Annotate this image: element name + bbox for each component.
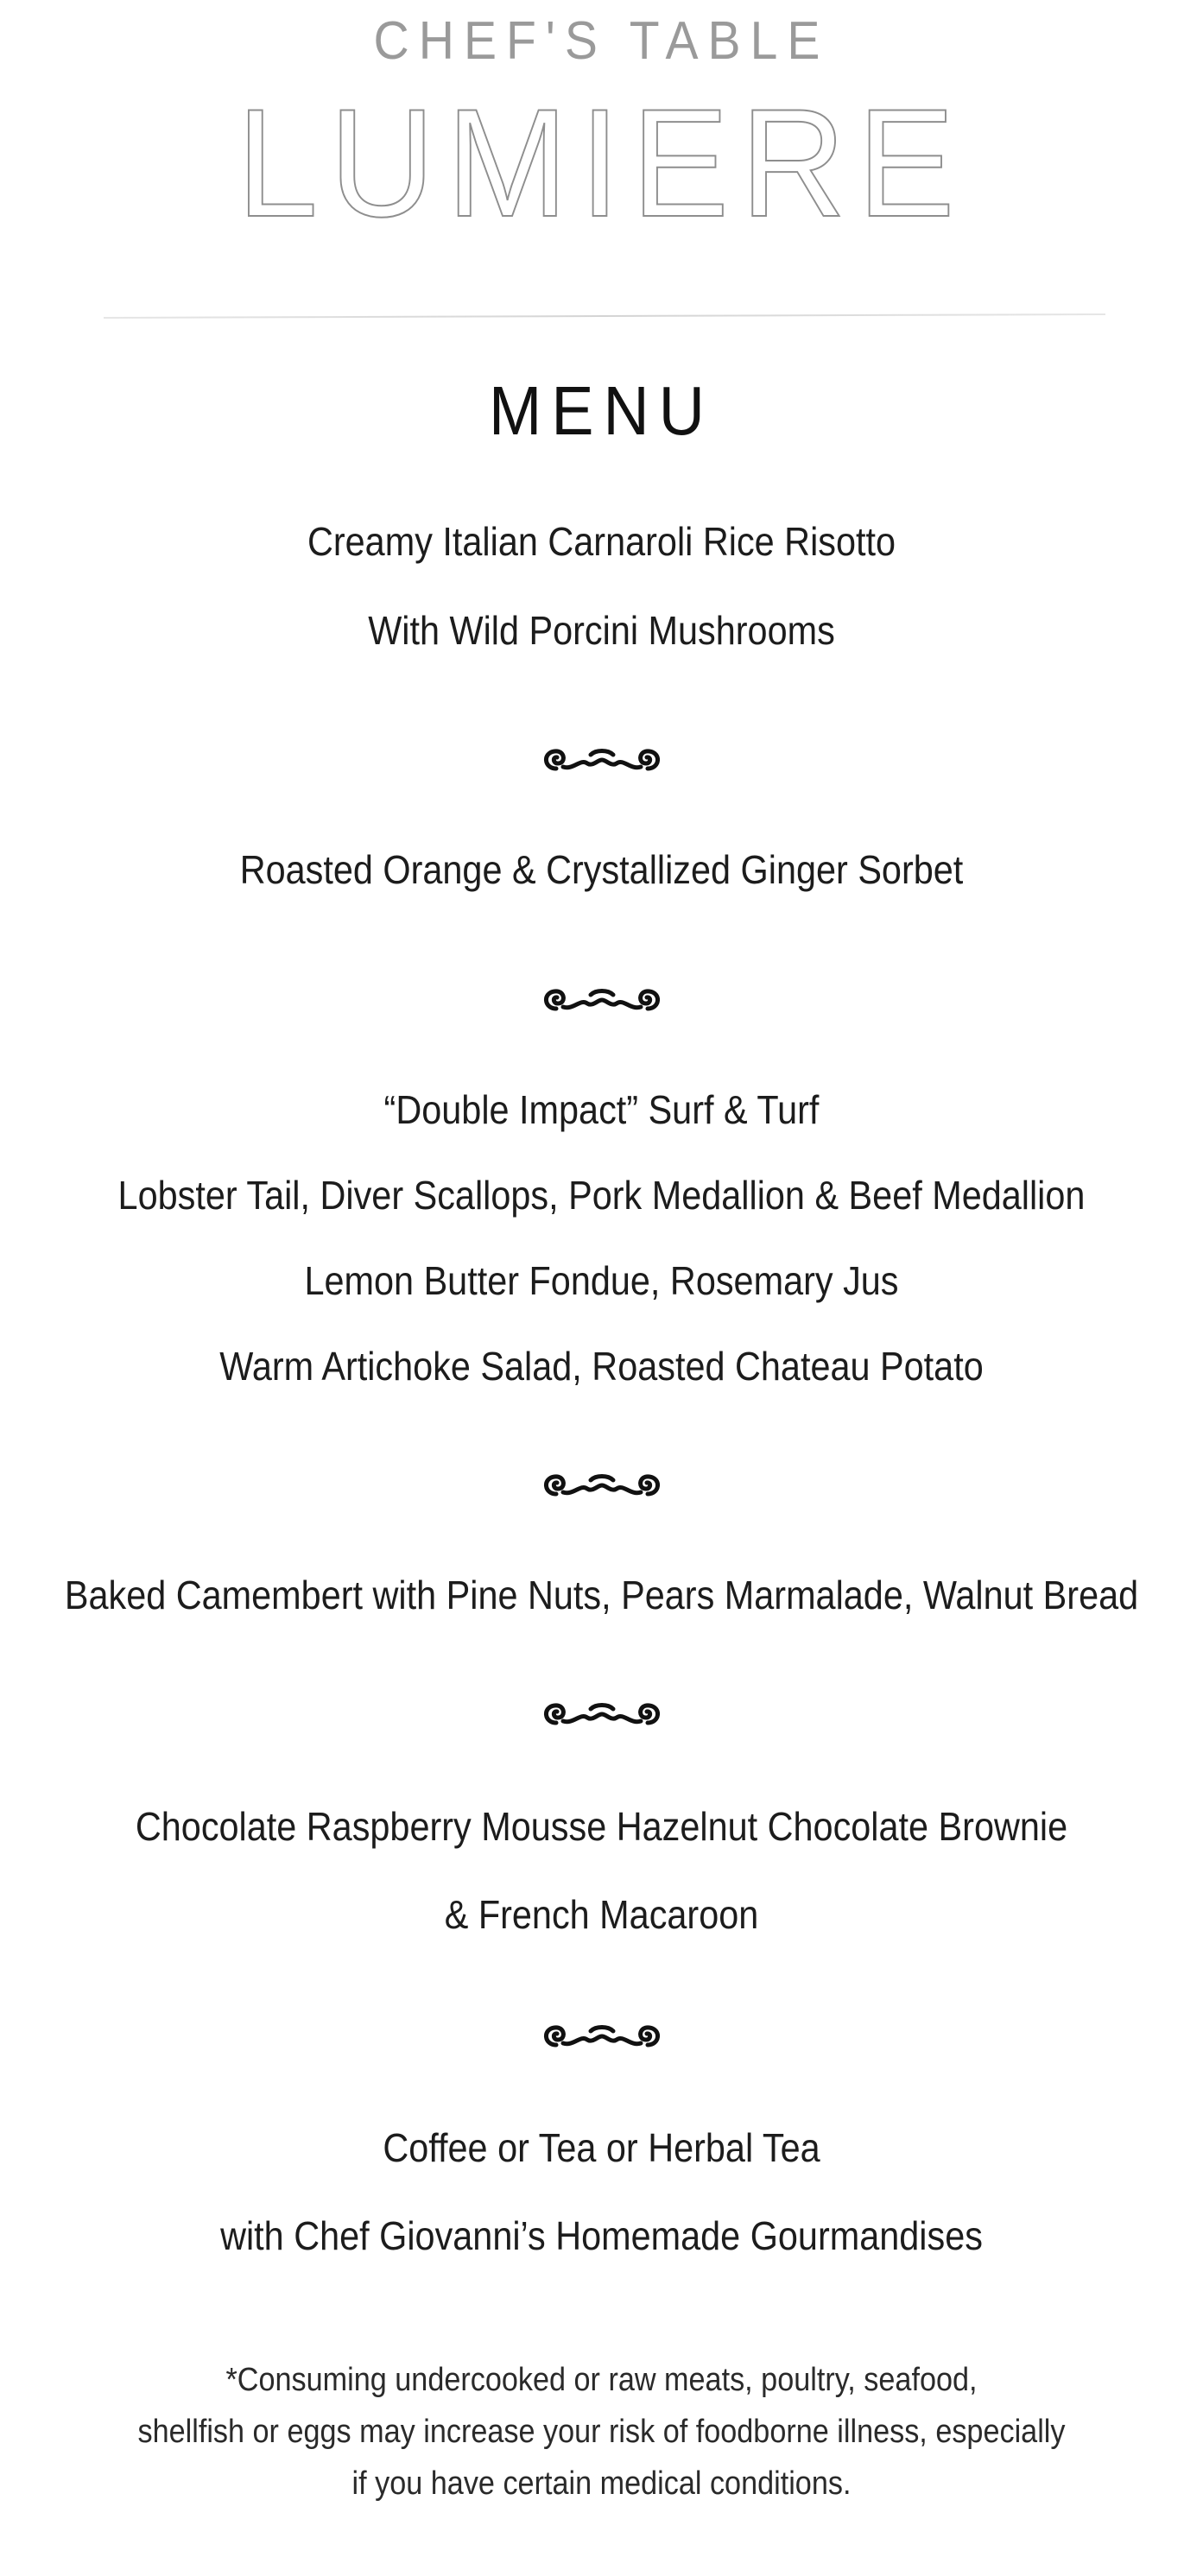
- restaurant-name-text: LUMIERE: [237, 77, 966, 249]
- course-1-line-2: With Wild Porcini Mushrooms: [368, 608, 835, 653]
- menu-heading: MENU: [489, 372, 714, 449]
- scroll-flourish-icon: [537, 743, 667, 777]
- scroll-flourish-icon: [537, 1468, 667, 1503]
- course-6-line-2: with Chef Giovanni’s Homemade Gourmandises: [220, 2213, 983, 2258]
- ornament-divider: [0, 1697, 1203, 1731]
- ornament-divider: [0, 983, 1203, 1017]
- scroll-flourish-icon: [537, 983, 667, 1017]
- allergy-footnote-line-3: if you have certain medical conditions.: [351, 2465, 852, 2502]
- allergy-footnote-line-1: *Consuming undercooked or raw meats, poultry, seafood,: [225, 2362, 978, 2398]
- course-3-line-2: Lobster Tail, Diver Scallops, Pork Medallion & Beef Medallion: [117, 1173, 1086, 1218]
- course-5-line-1: Chocolate Raspberry Mousse Hazelnut Chocolate Brownie: [135, 1804, 1068, 1849]
- course-3-line-1: “Double Impact” Surf & Turf: [383, 1087, 820, 1132]
- course-5-line-2: & French Macaroon: [444, 1892, 759, 1937]
- course-6-line-1: Coffee or Tea or Herbal Tea: [383, 2125, 820, 2170]
- scroll-flourish-icon: [537, 2019, 667, 2054]
- ornament-divider: [0, 2019, 1203, 2054]
- restaurant-kicker: CHEF'S TABLE: [373, 11, 830, 71]
- allergy-footnote-line-2: shellfish or eggs may increase your risk of foodborne illness, especially: [137, 2414, 1066, 2450]
- ornament-divider: [0, 1468, 1203, 1503]
- header-divider-rule: [104, 313, 1105, 319]
- scroll-flourish-icon: [537, 1697, 667, 1731]
- course-4-line-1: Baked Camembert with Pine Nuts, Pears Marmalade, Walnut Bread: [64, 1573, 1139, 1617]
- course-2-line-1: Roasted Orange & Crystallized Ginger Sorbet: [239, 847, 964, 892]
- course-1-line-1: Creamy Italian Carnaroli Rice Risotto: [307, 519, 896, 564]
- course-3-line-4: Warm Artichoke Salad, Roasted Chateau Potato: [219, 1344, 984, 1389]
- restaurant-name: [30, 77, 1173, 249]
- ornament-divider: [0, 743, 1203, 777]
- course-3-line-3: Lemon Butter Fondue, Rosemary Jus: [304, 1258, 899, 1303]
